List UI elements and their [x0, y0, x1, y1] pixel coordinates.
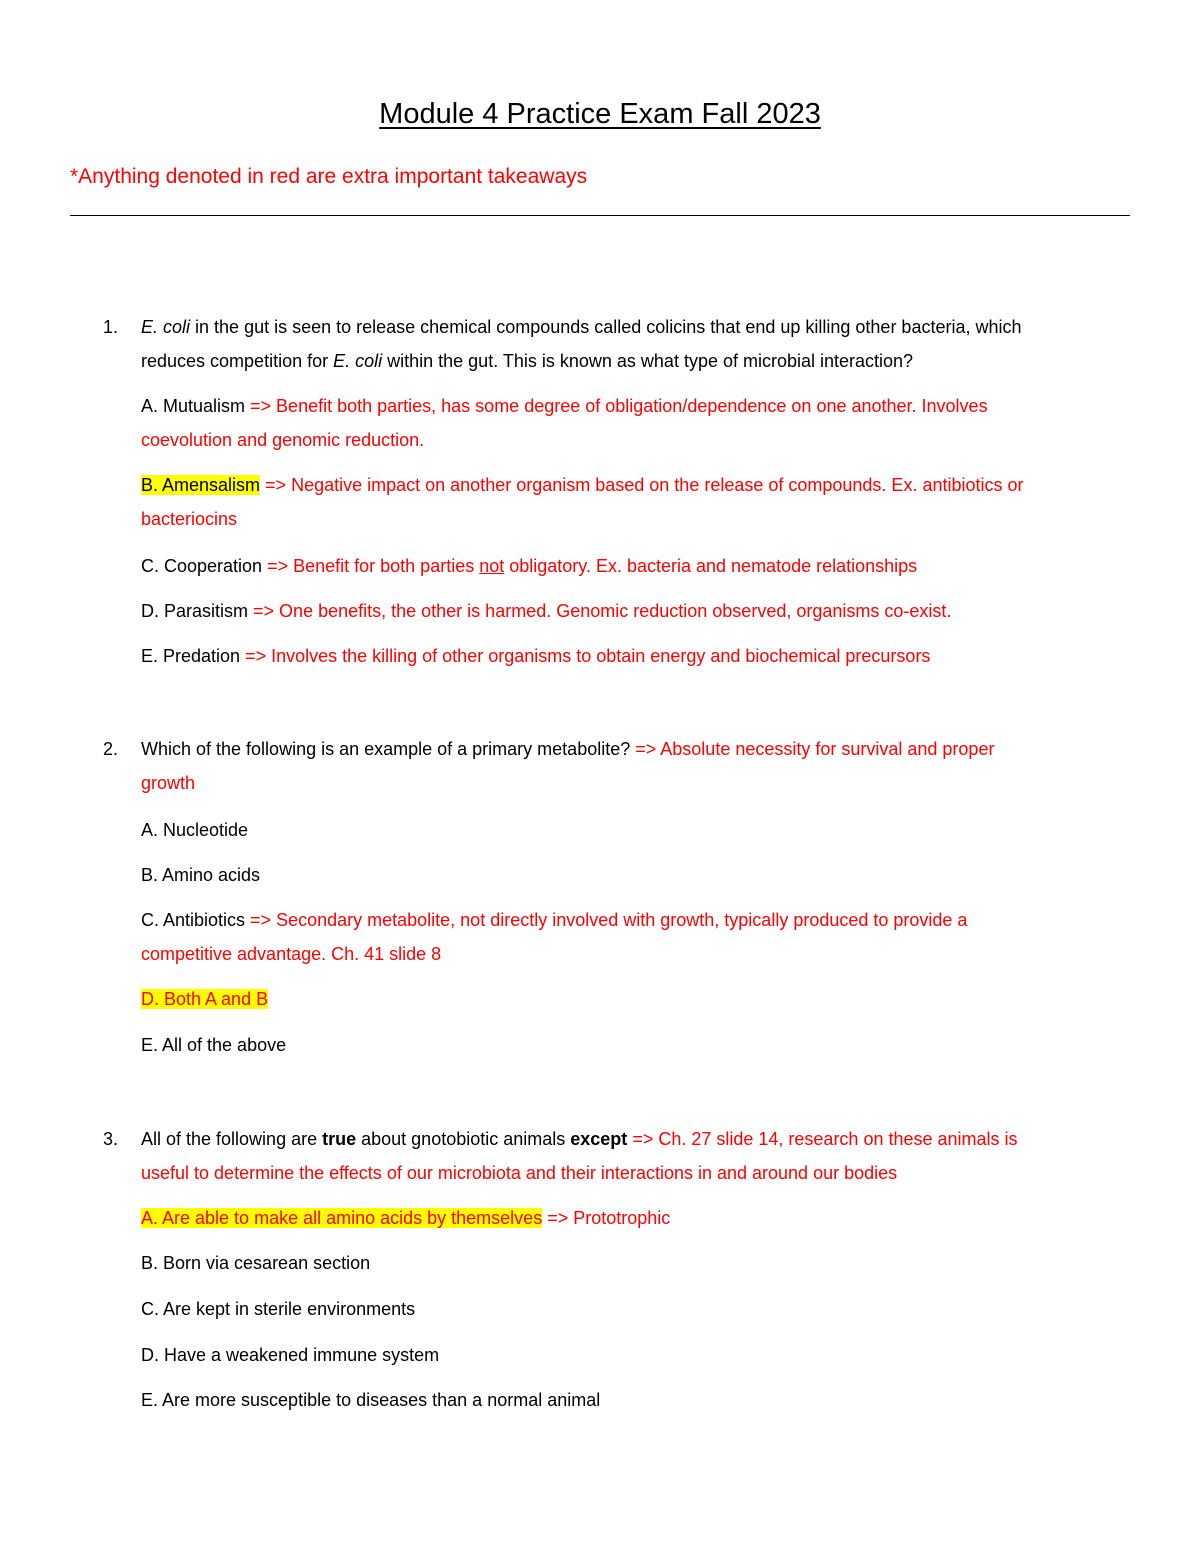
q1-stem-line-1	[141, 317, 1022, 338]
q2-option-e: E. All of the above	[141, 1035, 287, 1055]
q1-stem-text-2a: reduces competition for	[141, 351, 334, 371]
q1-option-d-label: D. Parasitism	[141, 601, 254, 621]
q1-ecoli-italic: E. coli	[141, 317, 191, 337]
q2-option-c-note-cont: competitive advantage. Ch. 41 slide 8	[141, 944, 442, 964]
q2-stem-line-1	[141, 739, 994, 760]
q3-option-d: D. Have a weakened immune system	[141, 1345, 440, 1365]
q1-stem-text-2b: within the gut. This is known as what type of microbial interaction?	[382, 351, 914, 371]
q1-stem-line-2	[141, 351, 913, 372]
question-number-2: 2.	[103, 739, 119, 759]
q1-option-a-note-cont: coevolution and genomic reduction.	[141, 430, 425, 450]
q3-option-a-note: => Prototrophic	[542, 1208, 671, 1228]
q2-option-a: A. Nucleotide	[141, 820, 249, 840]
q3-stem-text-a: All of the following are	[141, 1129, 323, 1149]
q2-option-c-label: C. Antibiotics	[141, 910, 251, 930]
q3-stem-line-1	[141, 1129, 1018, 1150]
q3-option-a-highlighted: A. Are able to make all amino acids by themselves	[141, 1208, 543, 1228]
question-number-1: 1.	[103, 317, 119, 337]
q3-stem-true-bold: true	[322, 1129, 357, 1149]
q1-option-c-note-not: not	[479, 556, 505, 576]
q2-stem-note-cont: growth	[141, 773, 196, 793]
q1-option-b-note-cont: bacteriocins	[141, 509, 238, 529]
q1-stem-text-1: in the gut is seen to release chemical compounds called colicins that end up killing other bacteria, which	[190, 317, 1022, 337]
q2-option-b: B. Amino acids	[141, 865, 261, 885]
q3-stem-except-bold: except	[570, 1129, 628, 1149]
q1-option-c-label: C. Cooperation	[141, 556, 268, 576]
q2-option-c-note: => Secondary metabolite, not directly involved with growth, typically produced to provide a	[250, 910, 968, 930]
page-title: Module 4 Practice Exam Fall 2023	[379, 98, 821, 130]
q1-option-a	[141, 396, 988, 417]
q3-stem-note: => Ch. 27 slide 14, research on these animals is	[627, 1129, 1018, 1149]
q1-option-b-note: => Negative impact on another organism based on the release of compounds. Ex. antibiotics or	[260, 475, 1024, 495]
q3-option-b: B. Born via cesarean section	[141, 1253, 371, 1273]
q3-stem-note-cont: useful to determine the effects of our microbiota and their interactions in and around our bodies	[141, 1163, 898, 1183]
q1-option-b-label-highlighted: B. Amensalism	[141, 475, 261, 495]
q1-option-e	[141, 646, 930, 667]
q1-option-c-note-a: => Benefit for both parties	[267, 556, 480, 576]
red-note: *Anything denoted in red are extra important takeaways	[70, 165, 588, 188]
horizontal-rule	[70, 215, 1130, 216]
q3-option-c: C. Are kept in sterile environments	[141, 1299, 416, 1319]
q3-option-a	[141, 1208, 670, 1229]
q2-option-d-highlighted: D. Both A and B	[141, 989, 269, 1009]
q1-option-c-note-b: obligatory. Ex. bacteria and nematode relationships	[504, 556, 918, 576]
q1-option-e-note: => Involves the killing of other organisms to obtain energy and biochemical precursors	[245, 646, 931, 666]
q3-option-e: E. Are more susceptible to diseases than a normal animal	[141, 1390, 601, 1410]
q1-option-c	[141, 556, 917, 577]
q2-option-d	[141, 989, 268, 1010]
question-number-3: 3.	[103, 1129, 119, 1149]
q1-option-a-note: => Benefit both parties, has some degree of obligation/dependence on one another. Involves	[250, 396, 988, 416]
q1-ecoli-italic-2: E. coli	[333, 351, 383, 371]
q1-option-a-label: A. Mutualism	[141, 396, 251, 416]
q1-option-d	[141, 601, 951, 622]
q2-stem-text: Which of the following is an example of a primary metabolite?	[141, 739, 636, 759]
q1-option-b	[141, 475, 1024, 496]
q3-stem-text-b: about gnotobiotic animals	[356, 1129, 571, 1149]
q1-option-d-note: => One benefits, the other is harmed. Genomic reduction observed, organisms co-exist.	[253, 601, 952, 621]
q2-option-c	[141, 910, 967, 931]
q1-option-e-label: E. Predation	[141, 646, 246, 666]
q2-stem-note: => Absolute necessity for survival and proper	[635, 739, 995, 759]
